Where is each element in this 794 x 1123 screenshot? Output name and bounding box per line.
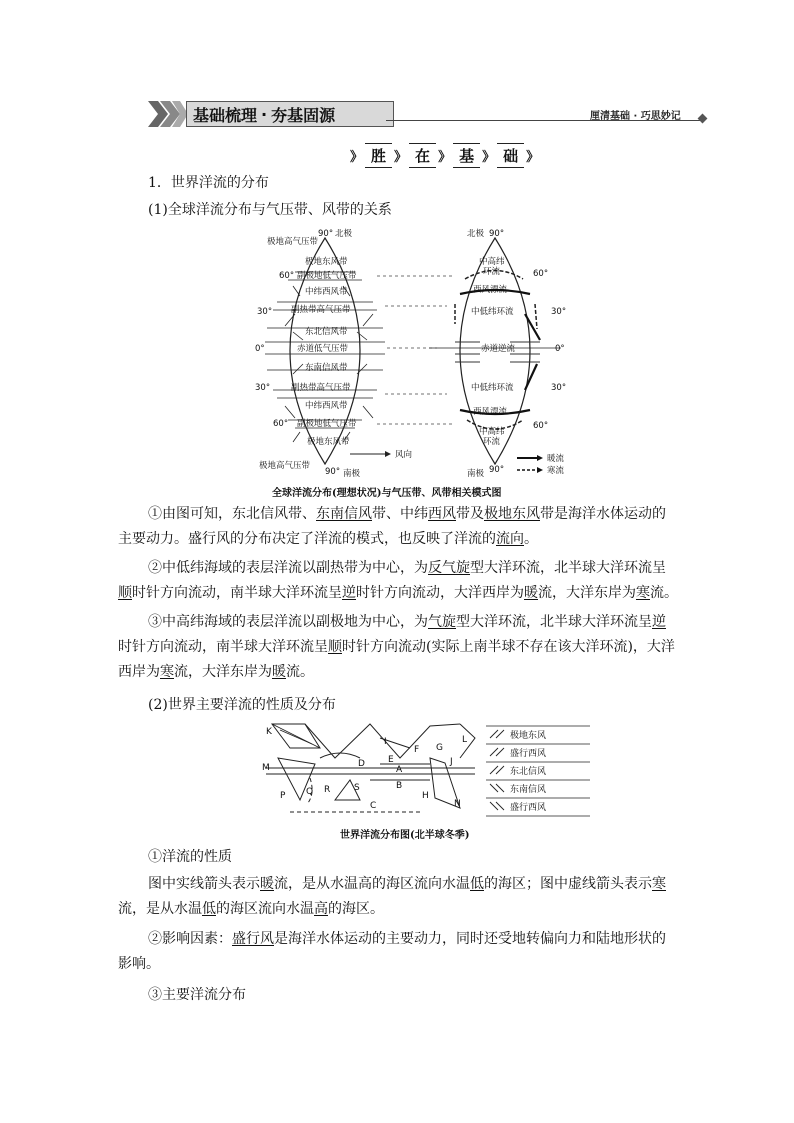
section-banner — [186, 101, 394, 127]
figure1-caption: 全球洋流分布(理想状况)与气压带、风带相关模式图 — [272, 488, 502, 499]
label-left-south-pole: 南极 — [343, 469, 361, 479]
label-left-west-n: 中纬西风带 — [305, 287, 348, 297]
label-left-polar-high-n: 极地高气压带 — [267, 237, 319, 247]
letter-k: K — [266, 727, 272, 737]
legend-westerly-s: 盛行西风 — [510, 803, 547, 813]
label-left-polar-high-s: 极地高气压带 — [259, 461, 311, 471]
item-1-title: ①洋流的性质 — [148, 849, 232, 865]
label-right-0: 0° — [555, 344, 565, 354]
letter-h: H — [422, 791, 429, 801]
label-right-south-pole: 南极 — [467, 469, 485, 479]
label-right-30n: 30° — [551, 307, 567, 317]
label-right-60n: 60° — [533, 269, 549, 279]
label-right-west-drift-n: 西风漂流 — [473, 285, 508, 295]
item-3-title: ③主要洋流分布 — [148, 987, 246, 1003]
label-left-ne-trade: 东北信风带 — [305, 327, 348, 337]
letter-q: Q — [306, 787, 314, 797]
banner-chevron-icon — [148, 101, 188, 127]
label-left-sub-low-s: 副极地低气压带 — [297, 419, 357, 429]
paragraph-3: ③中高纬海域的表层洋流以副极地为中心，为气旋型大洋环流，北半球大洋环流呈逆时针方向流动，南半球大洋环流呈顺时针方向流动(实际上南半球不存在该大洋环流)，大洋西岸为寒流，大洋东岸为暖流。 — [118, 614, 675, 680]
letter-c: C — [370, 801, 377, 811]
diamond-icon — [698, 114, 708, 124]
label-left-sub-high-s: 副热带高气压带 — [291, 383, 351, 393]
label-left-30s: 30° — [255, 383, 271, 393]
label-legend-warm: 暖流 — [547, 454, 565, 464]
paragraph-2: ②中低纬海域的表层洋流以副热带为中心，为反气旋型大洋环流，北半球大洋环流呈顺时针方向流动，南半球大洋环流呈逆时针方向流动，大洋西岸为暖流，大洋东岸为寒流。 — [118, 560, 678, 601]
legend-westerly-n: 盛行西风 — [510, 749, 547, 759]
letter-r: R — [324, 785, 331, 795]
world-current-map-figure — [260, 718, 590, 822]
banner-left-text: 基础梳理 — [193, 105, 258, 125]
paragraph-1: ①由图可知，东北信风带、东南信风带、中纬西风带及极地东风带是海洋水体运动的主要动力。盛行风的分布决定了洋流的模式，也反映了洋流的流向。 — [118, 506, 666, 547]
label-right-90s: 90° — [489, 465, 505, 475]
label-right-north-pole: 北极 — [467, 229, 485, 239]
label-left-west-s: 中纬西风带 — [305, 401, 348, 411]
subheading-char: 在 — [409, 143, 436, 168]
subsection-2-title: (2)世界主要洋流的性质及分布 — [148, 697, 336, 713]
label-right-eq-counter: 赤道逆流 — [481, 344, 516, 354]
subheading: 》 胜 》 在 》 基 》 础 》 — [350, 144, 539, 166]
letter-j: J — [450, 757, 453, 767]
label-left-30n: 30° — [257, 307, 273, 317]
label-right-mid-low-n: 中低纬环流 — [471, 307, 514, 317]
label-left-0: 0° — [255, 344, 265, 354]
legend-ne-trade: 东北信风 — [510, 767, 547, 777]
subheading-char: 基 — [453, 143, 480, 168]
letter-p: P — [280, 791, 286, 801]
header-right-text: 厘清基础 · 巧思妙记 — [590, 111, 681, 122]
letter-e: E — [388, 755, 394, 765]
letter-g: G — [436, 743, 443, 753]
subheading-char: 胜 — [365, 143, 392, 168]
letter-l: L — [462, 735, 468, 745]
figure2-caption: 世界洋流分布图(北半球冬季) — [340, 830, 470, 841]
label-left-eq-low: 赤道低气压带 — [297, 344, 349, 354]
label-right-mid-high-s-2: 环流 — [483, 437, 501, 447]
letter-m: M — [262, 763, 270, 773]
paragraph-4: 图中实线箭头表示暖流，是从水温高的海区流向水温低的海区；图中虚线箭头表示寒流，是从水温低的海区流向水温高的海区。 — [118, 876, 666, 917]
paragraph-5: ②影响因素：盛行风是海洋水体运动的主要动力，同时还受地转偏向力和陆地形状的影响。 — [118, 931, 666, 972]
label-right-60s: 60° — [533, 421, 549, 431]
section-title: 1．世界洋流的分布 — [148, 175, 269, 191]
label-left-sub-high-n: 副热带高气压带 — [291, 305, 351, 315]
legend-se-trade: 东南信风 — [510, 785, 547, 795]
legend-polar-east: 极地东风 — [510, 731, 547, 741]
label-left-60s: 60° — [273, 419, 289, 429]
letter-d: D — [358, 759, 365, 769]
subheading-char: 础 — [497, 143, 524, 168]
letter-f: F — [414, 745, 420, 755]
banner-right-text: 夯基固源 — [271, 105, 336, 125]
letter-a: A — [396, 765, 403, 775]
label-left-polar-east-n: 极地东风带 — [305, 257, 348, 267]
global-current-model-figure — [255, 224, 575, 482]
label-legend-cold: 寒流 — [547, 466, 565, 476]
label-left-90n: 90° — [318, 229, 334, 239]
label-right-mid-high-n-1: 中高纬 — [479, 257, 505, 267]
letter-b: B — [396, 781, 403, 791]
label-left-60n: 60° — [279, 271, 295, 281]
banner-dot: · — [261, 104, 268, 124]
label-left-north-pole: 北极 — [335, 229, 353, 239]
label-right-mid-high-n-2: 环流 — [483, 267, 501, 277]
letter-n: N — [454, 799, 461, 809]
label-left-90s: 90° — [325, 467, 341, 477]
label-right-90n: 90° — [489, 229, 505, 239]
label-right-30s: 30° — [551, 383, 567, 393]
label-right-mid-high-s-1: 中高纬 — [479, 427, 505, 437]
label-wind-legend: 风向 — [395, 450, 413, 460]
label-right-west-drift-s: 西风漂流 — [473, 407, 508, 417]
letter-s: S — [354, 783, 360, 793]
label-left-polar-east-s: 极地东风带 — [307, 437, 350, 447]
letter-i: I — [384, 737, 387, 747]
subsection-title: (1)全球洋流分布与气压带、风带的关系 — [148, 202, 392, 218]
label-left-se-trade: 东南信风带 — [305, 363, 348, 373]
label-right-mid-low-s: 中低纬环流 — [471, 383, 514, 393]
label-left-sub-low-n: 副极地低气压带 — [297, 271, 357, 281]
